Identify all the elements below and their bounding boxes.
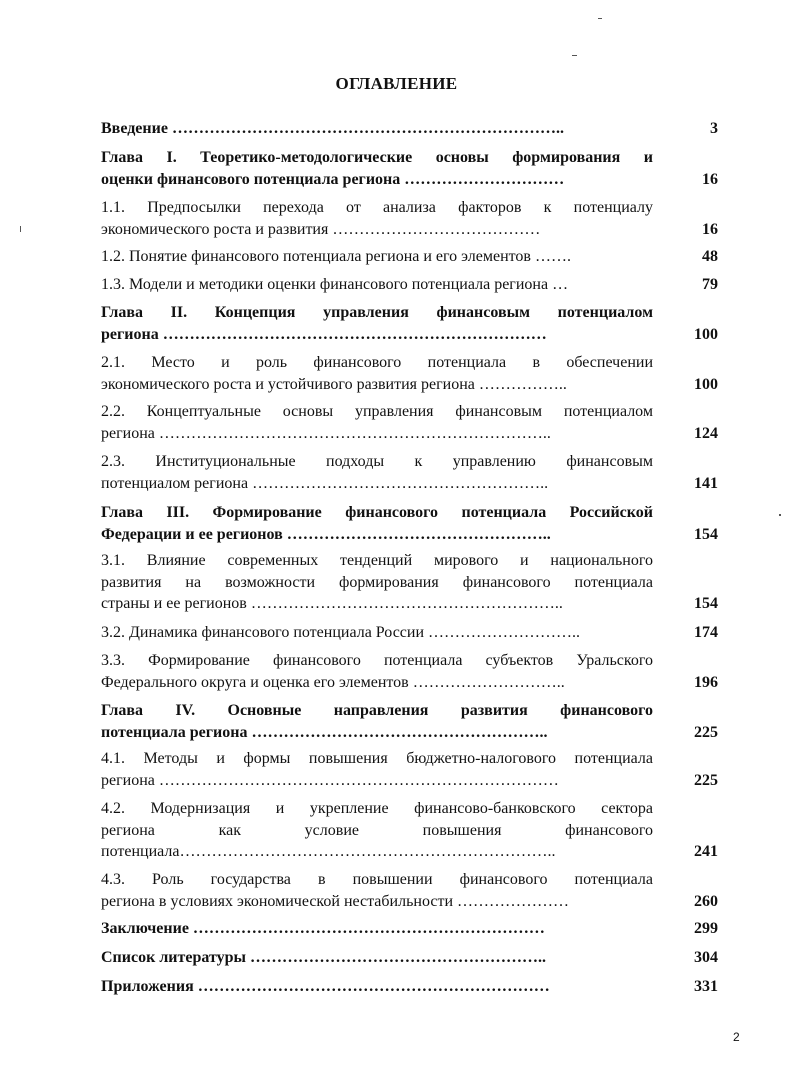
- toc-entry-line: экономического роста и развития …………………………………: [101, 220, 541, 238]
- toc-entry-line: Глава IV. Основные направления развития финансового: [101, 702, 653, 719]
- toc-entry-text: [101, 302, 653, 345]
- toc-section-entry: [101, 197, 726, 240]
- toc-entry-line: Введение ………………………………………………………………..: [101, 120, 564, 137]
- toc-chapter-entry: [101, 302, 726, 345]
- toc-entry-line: развития на возможности формирования финансового потенциала: [101, 573, 653, 591]
- toc-section-entry: [101, 650, 726, 693]
- toc-section-entry: [101, 352, 726, 395]
- toc-entry-text: [101, 451, 653, 494]
- page-title: ОГЛАВЛЕНИЕ: [335, 74, 458, 93]
- toc-page-number: 225: [694, 723, 718, 741]
- toc-entry-line: 1.3. Модели и методики оценки финансового потенциала региона …: [101, 276, 569, 293]
- toc-entry-line: региона ………………………………………………………………: [101, 325, 547, 343]
- toc-entry-line: Федерации и ее регионов …………………………………………..: [101, 525, 551, 543]
- toc-entry-text: [101, 650, 653, 693]
- toc-entry-line: 3.3. Формирование финансового потенциала субъектов Уральского: [101, 652, 653, 669]
- toc-entry-text: [101, 147, 653, 190]
- toc-page-number: 304: [694, 949, 718, 966]
- toc-entry-text: [101, 550, 653, 615]
- toc-page-number: 260: [694, 892, 718, 910]
- toc-entry-line: Глава III. Формирование финансового потенциала Российской: [101, 504, 653, 521]
- toc-section-entry: [101, 622, 726, 644]
- toc-entry-text: [101, 401, 653, 444]
- toc-section-entry: [101, 246, 726, 268]
- toc-entry-line: Заключение …………………………………………………………: [101, 920, 545, 937]
- toc-chapter-entry: [101, 502, 726, 545]
- toc-section-entry: [101, 550, 726, 615]
- toc-page-number: 299: [694, 920, 718, 937]
- toc-entry-line: 3.2. Динамика финансового потенциала России ………………………..: [101, 624, 581, 641]
- toc-entry-text: [101, 748, 653, 791]
- toc-entry-text: [101, 502, 653, 545]
- toc-entry-line: 4.2. Модернизация и укрепление финансово-банковского сектора: [101, 800, 653, 817]
- toc-chapter-entry: [101, 147, 726, 190]
- toc-entry-line: 2.3. Институциональные подходы к управлению финансовым: [101, 453, 653, 470]
- toc-page-number: 141: [694, 474, 718, 492]
- toc-entry-line: 4.3. Роль государства в повышении финансового потенциала: [101, 871, 653, 888]
- toc-page-number: 79: [702, 276, 718, 293]
- toc-section-entry: [101, 274, 726, 296]
- toc-page-number: 100: [694, 325, 718, 343]
- toc-chapter-entry: [101, 947, 726, 969]
- toc-page-number: 16: [702, 170, 718, 188]
- scan-speck: [20, 226, 21, 232]
- toc-page-number: 331: [694, 978, 718, 995]
- toc-entry-line: Глава I. Теоретико-методологические основы формирования и: [101, 149, 653, 166]
- toc-entry-text: [101, 918, 653, 940]
- scan-speck: [572, 55, 577, 56]
- toc-entry-text: [101, 246, 653, 268]
- toc-page-number: 100: [694, 375, 718, 393]
- sheet-number: 2: [733, 1030, 740, 1044]
- toc-entry-line: 3.1. Влияние современных тенденций мирового и национального: [101, 552, 653, 569]
- toc-entry-line: оценки финансового потенциала региона …………………………: [101, 170, 565, 188]
- toc-entry-text: [101, 352, 653, 395]
- toc-page-number: 241: [694, 843, 718, 860]
- toc-entry-line: 2.2. Концептуальные основы управления финансовым потенциалом: [101, 403, 653, 420]
- toc-page-number: 124: [694, 424, 718, 442]
- toc-chapter-entry: [101, 118, 726, 140]
- toc-page-number: 196: [694, 673, 718, 691]
- toc-entry-line: страны и ее регионов …………………………………………………..: [101, 595, 563, 612]
- toc-entry-line: Федерального округа и оценка его элементов ………………………..: [101, 673, 565, 691]
- toc-page-number: 174: [694, 624, 718, 641]
- toc-entry-line: потенциала региона ………………………………………………..: [101, 723, 548, 741]
- toc-entry-line: региона в условиях экономической нестабильности …………………: [101, 892, 570, 910]
- toc-section-entry: [101, 451, 726, 494]
- toc-entry-line: Приложения …………………………………………………………: [101, 978, 550, 995]
- toc-section-entry: [101, 869, 726, 912]
- toc-entry-line: региона …………………………………………………………………: [101, 771, 559, 789]
- toc-page-number: 154: [694, 595, 718, 612]
- toc-section-entry: [101, 748, 726, 791]
- toc-entry-line: потенциалом региона ………………………………………………..: [101, 474, 549, 492]
- toc-entry-text: [101, 197, 653, 240]
- toc-entry-line: 1.1. Предпосылки перехода от анализа факторов к потенциалу: [101, 199, 653, 216]
- toc-section-entry: [101, 798, 726, 863]
- toc-entry-text: [101, 274, 653, 296]
- toc-entry-text: [101, 976, 653, 998]
- toc-entry-text: [101, 700, 653, 743]
- toc-entry-line: Глава II. Концепция управления финансовым потенциалом: [101, 304, 653, 321]
- toc-entry-line: потенциала……………………………………………………………..: [101, 843, 556, 860]
- toc-entry-line: 2.1. Место и роль финансового потенциала в обеспечении: [101, 354, 653, 371]
- scan-speck: [598, 18, 602, 19]
- toc-chapter-entry: [101, 700, 726, 743]
- toc-entry-line: региона ………………………………………………………………..: [101, 424, 551, 442]
- toc-page-number: 16: [702, 220, 718, 238]
- toc-chapter-entry: [101, 976, 726, 998]
- toc-entry-text: [101, 869, 653, 912]
- toc-entry-line: 4.1. Методы и формы повышения бюджетно-налогового потенциала: [101, 750, 653, 767]
- toc-entry-line: Список литературы ………………………………………………..: [101, 949, 546, 966]
- toc-entry-line: региона как условие повышения финансового: [101, 821, 653, 839]
- toc-page-number: 3: [710, 120, 718, 137]
- toc-entry-text: [101, 798, 653, 863]
- toc-entry-text: [101, 622, 653, 644]
- toc-entry-text: [101, 118, 653, 140]
- toc-entry-line: 1.2. Понятие финансового потенциала региона и его элементов …….: [101, 248, 571, 265]
- toc-page-number: 225: [694, 771, 718, 789]
- toc-entry-line: экономического роста и устойчивого развития региона ……………..: [101, 375, 567, 393]
- toc-page-number: 154: [694, 525, 718, 543]
- toc-chapter-entry: [101, 918, 726, 940]
- scan-speck: [779, 514, 781, 516]
- toc-section-entry: [101, 401, 726, 444]
- toc-page-number: 48: [702, 248, 718, 265]
- toc-entry-text: [101, 947, 653, 969]
